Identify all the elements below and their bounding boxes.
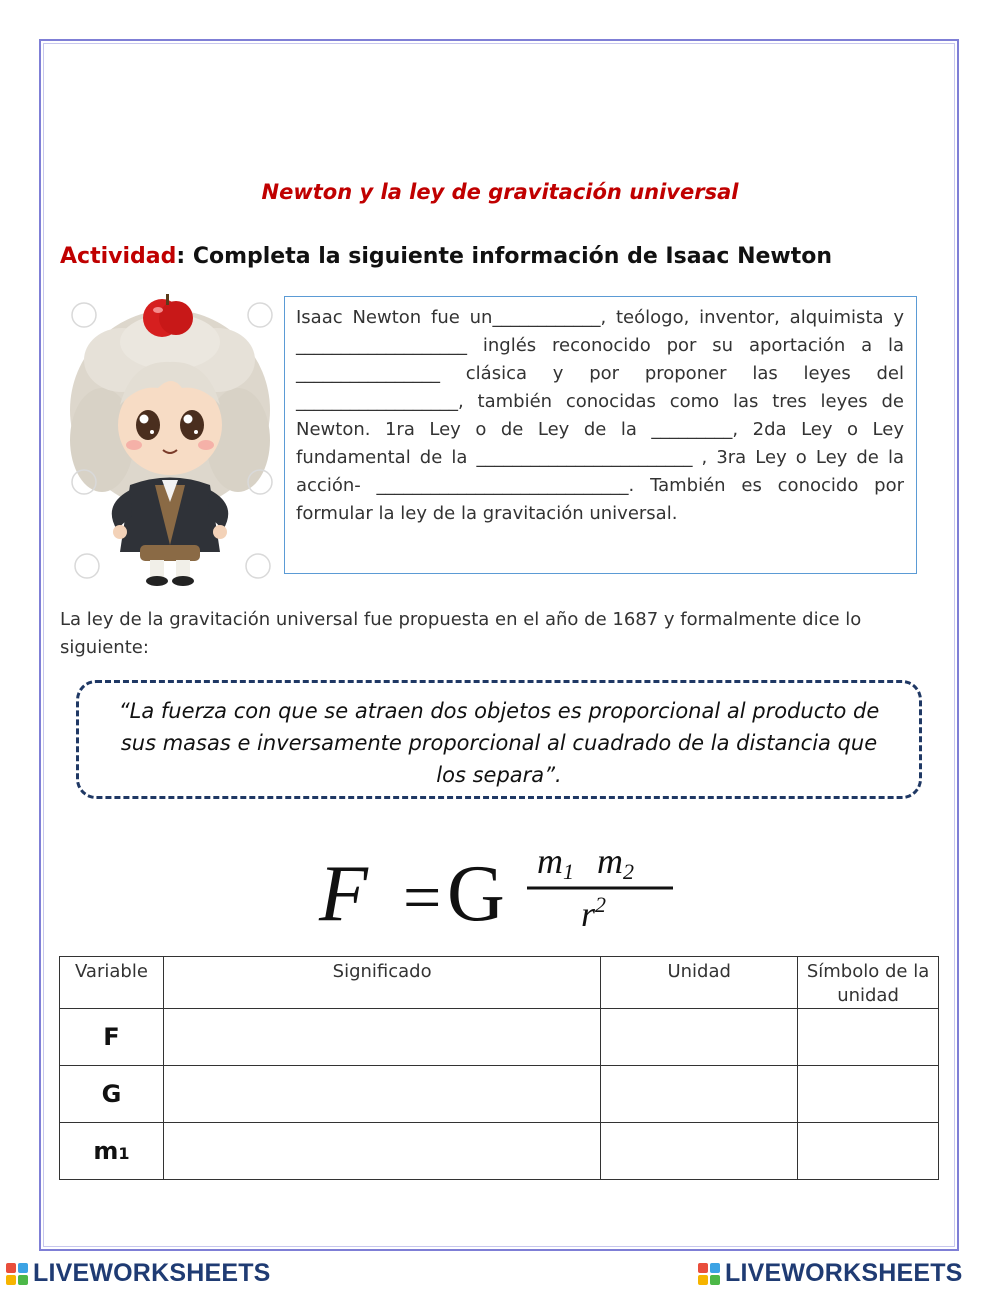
significado-answer-cell[interactable] (163, 1009, 600, 1066)
intro-text: La ley de la gravitación universal fue propuesta en el año de 1687 y formalmente dice lo siguiente: (60, 609, 862, 658)
header-variable: Variable (60, 957, 164, 1009)
header-unidad: Unidad (601, 957, 798, 1009)
unidad-answer-cell[interactable] (601, 1009, 798, 1066)
header-simbolo: Símbolo de la unidad (798, 957, 939, 1009)
formula-r-squared: $r^2$ (581, 892, 607, 934)
formula-f: F (319, 850, 368, 938)
simbolo-answer-cell[interactable] (798, 1009, 939, 1066)
newton-cartoon-illustration (62, 290, 280, 590)
newton-info-paragraph: Isaac Newton fue un____________, teólogo, inventor, alquimista y ___________________ inglés reconocido por su aportación a la ________________ clásica y por proponer las leyes del __________________, también conocidas como las tres leyes de Newton. 1ra Ley o de Ley de la _________, 2da Ley o Ley fundamental de la ________________________ , 3ra Ley o Ley de la acción- ____________________________. También es conocido por formular la ley de la gravitación universal. (296, 307, 904, 524)
law-quote-text: “La fuerza con que se atraen dos objetos es proporcional al producto de sus masas e inversamente proporcional al cuadrado de la distancia que los separa”. (118, 699, 880, 787)
logo-brand-text: LIVEWORKSHEETS (33, 1259, 271, 1287)
logo-brand-text: LIVEWORKSHEETS (725, 1259, 963, 1287)
liveworksheets-logo (6, 1257, 296, 1291)
law-quote-box (76, 680, 922, 799)
formula-g: G (447, 850, 505, 938)
unidad-answer-cell[interactable] (601, 1123, 798, 1180)
logo-blocks-icon (698, 1263, 722, 1285)
table-row (60, 1066, 939, 1123)
activity-label: Actividad (60, 244, 177, 269)
table-row (60, 1009, 939, 1066)
simbolo-answer-cell[interactable] (798, 1123, 939, 1180)
variable-cell: G (60, 1066, 164, 1123)
variable-cell: m1 (60, 1123, 164, 1180)
table-row (60, 1123, 939, 1180)
variable-cell: F (60, 1009, 164, 1066)
activity-heading (60, 244, 832, 269)
activity-instruction: Completa la siguiente información de Isaac Newton (185, 244, 833, 269)
unidad-answer-cell[interactable] (601, 1066, 798, 1123)
simbolo-answer-cell[interactable] (798, 1066, 939, 1123)
formula-equals: = (403, 859, 442, 935)
gravitation-formula (315, 838, 685, 938)
newton-info-box (284, 296, 917, 574)
formula-m1: m1 (537, 841, 574, 884)
header-significado: Significado (163, 957, 600, 1009)
activity-separator: : (176, 244, 186, 269)
variables-table (59, 956, 939, 1180)
logo-blocks-icon (6, 1263, 30, 1285)
formula-m2: m2 (597, 841, 634, 884)
significado-answer-cell[interactable] (163, 1123, 600, 1180)
table-header-row (60, 957, 939, 1009)
liveworksheets-logo (698, 1257, 988, 1291)
significado-answer-cell[interactable] (163, 1066, 600, 1123)
page-title: Newton y la ley de gravitación universal (261, 180, 739, 204)
